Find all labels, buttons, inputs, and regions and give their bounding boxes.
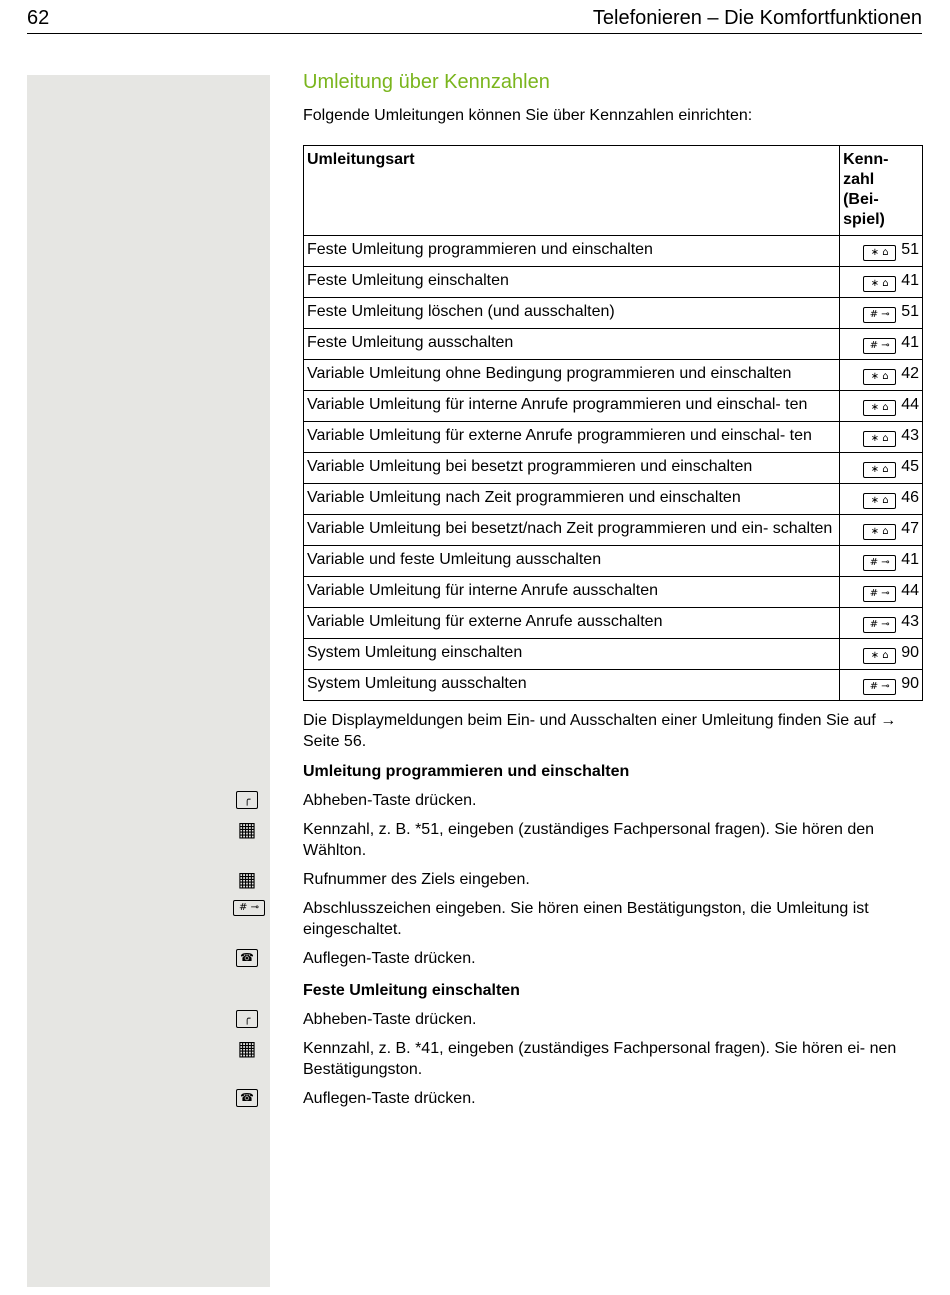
row-code-cell (840, 329, 923, 360)
section-title: Umleitung über Kennzahlen (303, 71, 550, 93)
row-label: System Umleitung einschalten (304, 639, 840, 670)
col-header-type: Umleitungsart (304, 146, 840, 236)
handset-hangup-icon-glyph: ☎ (236, 949, 258, 967)
row-label: Variable Umleitung nach Zeit programmieren und einschalten (304, 484, 840, 515)
codes-table (303, 145, 923, 701)
handset-lift-icon (235, 1009, 259, 1029)
star-key-icon: ∗ ⌂ (863, 400, 896, 416)
star-key-icon: ∗ ⌂ (863, 462, 896, 478)
table-body (304, 236, 923, 701)
row-label: Variable Umleitung bei besetzt/nach Zeit programmieren und ein- schalten (304, 515, 840, 546)
row-label: Variable Umleitung für interne Anrufe ausschalten (304, 577, 840, 608)
handset-lift-icon-glyph: ╭ (236, 791, 258, 809)
table-header-row (304, 146, 923, 236)
star-key-icon: ∗ ⌂ (863, 648, 896, 664)
row-code-cell (840, 670, 923, 701)
hash-key-icon: # ⊸ (863, 617, 896, 633)
table-row (304, 267, 923, 298)
row-code: 47 (901, 520, 919, 537)
col-header-code-text: Kenn- zahl (Bei- spiel) (843, 151, 889, 228)
main-content (237, 68, 923, 1109)
step-text: Kennzahl, z. B. *51, eingeben (zuständiges Fachpersonal fragen). Sie hören den Wählton. (303, 821, 875, 859)
row-code-cell (840, 639, 923, 670)
hash-key-icon (232, 898, 266, 918)
table-row (304, 329, 923, 360)
procedure-step (240, 948, 923, 969)
row-code-cell (840, 360, 923, 391)
step-text: Abheben-Taste drücken. (303, 1011, 477, 1028)
row-code-cell (840, 453, 923, 484)
star-key-icon: ∗ ⌂ (863, 369, 896, 385)
procedure2-title: Feste Umleitung einschalten (303, 982, 520, 999)
row-code-cell (840, 422, 923, 453)
table-row (304, 236, 923, 267)
hash-key-icon: # ⊸ (863, 586, 896, 602)
procedure1-title: Umleitung programmieren und einschalten (303, 763, 630, 780)
row-code: 44 (901, 396, 919, 413)
row-label: Variable und feste Umleitung ausschalten (304, 546, 840, 577)
row-label: Variable Umleitung für externe Anrufe ausschalten (304, 608, 840, 639)
row-code: 41 (901, 272, 919, 289)
row-code-cell (840, 391, 923, 422)
row-code-cell (840, 546, 923, 577)
handset-lift-icon (235, 790, 259, 810)
table-row (304, 360, 923, 391)
procedure-step (239, 898, 923, 940)
keypad-icon-glyph: ▦ (237, 817, 257, 841)
star-key-icon: ∗ ⌂ (863, 245, 896, 261)
row-code: 90 (901, 644, 919, 661)
table-row (304, 670, 923, 701)
step-text: Auflegen-Taste drücken. (303, 950, 476, 967)
keypad-icon-glyph: ▦ (237, 1036, 257, 1060)
row-code: 43 (901, 427, 919, 444)
row-label: System Umleitung ausschalten (304, 670, 840, 701)
row-code: 51 (901, 241, 919, 258)
table-row (304, 515, 923, 546)
row-code: 46 (901, 489, 919, 506)
hash-key-icon-glyph: # ⊸ (233, 900, 265, 916)
table-row (304, 639, 923, 670)
table-row (304, 391, 923, 422)
star-key-icon: ∗ ⌂ (863, 431, 896, 447)
row-label: Feste Umleitung löschen (und ausschalten) (304, 298, 840, 329)
handset-hangup-icon (235, 948, 259, 968)
hash-key-icon: # ⊸ (863, 555, 896, 571)
row-label: Variable Umleitung ohne Bedingung programmieren und einschalten (304, 360, 840, 391)
table-row (304, 608, 923, 639)
margin-sidebar (27, 75, 270, 1287)
row-code-cell (840, 267, 923, 298)
row-code-cell (840, 515, 923, 546)
step-text: Rufnummer des Ziels eingeben. (303, 871, 530, 888)
procedure-step (240, 1088, 923, 1109)
chapter-title: Telefonieren – Die Komfortfunktionen (592, 7, 922, 29)
step-text: Abschlusszeichen eingeben. Sie hören einen Bestätigungston, die Umleitung ist eingeschaltet. (303, 900, 869, 938)
procedure1-steps (237, 790, 923, 969)
handset-hangup-icon-glyph: ☎ (236, 1089, 258, 1107)
table-row (304, 298, 923, 329)
row-label: Variable Umleitung für interne Anrufe programmieren und einschal- ten (304, 391, 840, 422)
row-code-cell (840, 236, 923, 267)
step-text: Abheben-Taste drücken. (303, 792, 477, 809)
row-code: 41 (901, 334, 919, 351)
procedure2-steps (237, 1009, 923, 1109)
col-header-code (840, 146, 923, 236)
row-code: 41 (901, 551, 919, 568)
row-code-cell (840, 484, 923, 515)
row-code-cell (840, 608, 923, 639)
keypad-icon (235, 869, 259, 889)
row-code: 90 (901, 675, 919, 692)
hash-key-icon: # ⊸ (863, 307, 896, 323)
star-key-icon: ∗ ⌂ (863, 276, 896, 292)
row-label: Variable Umleitung bei besetzt programmieren und einschalten (304, 453, 840, 484)
star-key-icon: ∗ ⌂ (863, 524, 896, 540)
star-key-icon: ∗ ⌂ (863, 493, 896, 509)
table-row (304, 546, 923, 577)
procedure-step (237, 1036, 923, 1080)
keypad-icon (235, 819, 259, 839)
row-code: 45 (901, 458, 919, 475)
handset-lift-icon-glyph: ╭ (236, 1010, 258, 1028)
table-row (304, 577, 923, 608)
step-text: Auflegen-Taste drücken. (303, 1090, 476, 1107)
procedure-step (237, 867, 923, 891)
display-note: Die Displaymeldungen beim Ein- und Ausschalten einer Umleitung finden Sie auf → Seite 56. (303, 712, 897, 750)
row-code-cell (840, 577, 923, 608)
row-label: Feste Umleitung einschalten (304, 267, 840, 298)
keypad-icon-glyph: ▦ (237, 867, 257, 891)
row-code: 42 (901, 365, 919, 382)
row-label: Feste Umleitung programmieren und einschalten (304, 236, 840, 267)
hash-key-icon: # ⊸ (863, 679, 896, 695)
table-row (304, 422, 923, 453)
page-number: 62 (27, 7, 50, 29)
procedure-step (243, 1009, 923, 1030)
row-code: 51 (901, 303, 919, 320)
table-row (304, 453, 923, 484)
keypad-icon (235, 1038, 259, 1058)
row-label: Variable Umleitung für externe Anrufe programmieren und einschal- ten (304, 422, 840, 453)
table-row (304, 484, 923, 515)
row-code: 44 (901, 582, 919, 599)
procedure-step (243, 790, 923, 811)
row-code-cell (840, 298, 923, 329)
hash-key-icon: # ⊸ (863, 338, 896, 354)
step-text: Kennzahl, z. B. *41, eingeben (zuständiges Fachpersonal fragen). Sie hören ei- nen Bestätigungston. (303, 1040, 897, 1078)
page-header (27, 6, 922, 34)
row-label: Feste Umleitung ausschalten (304, 329, 840, 360)
row-code: 43 (901, 613, 919, 630)
intro-text: Folgende Umleitungen können Sie über Kennzahlen einrichten: (303, 107, 753, 124)
handset-hangup-icon (235, 1088, 259, 1108)
procedure-step (237, 817, 923, 861)
